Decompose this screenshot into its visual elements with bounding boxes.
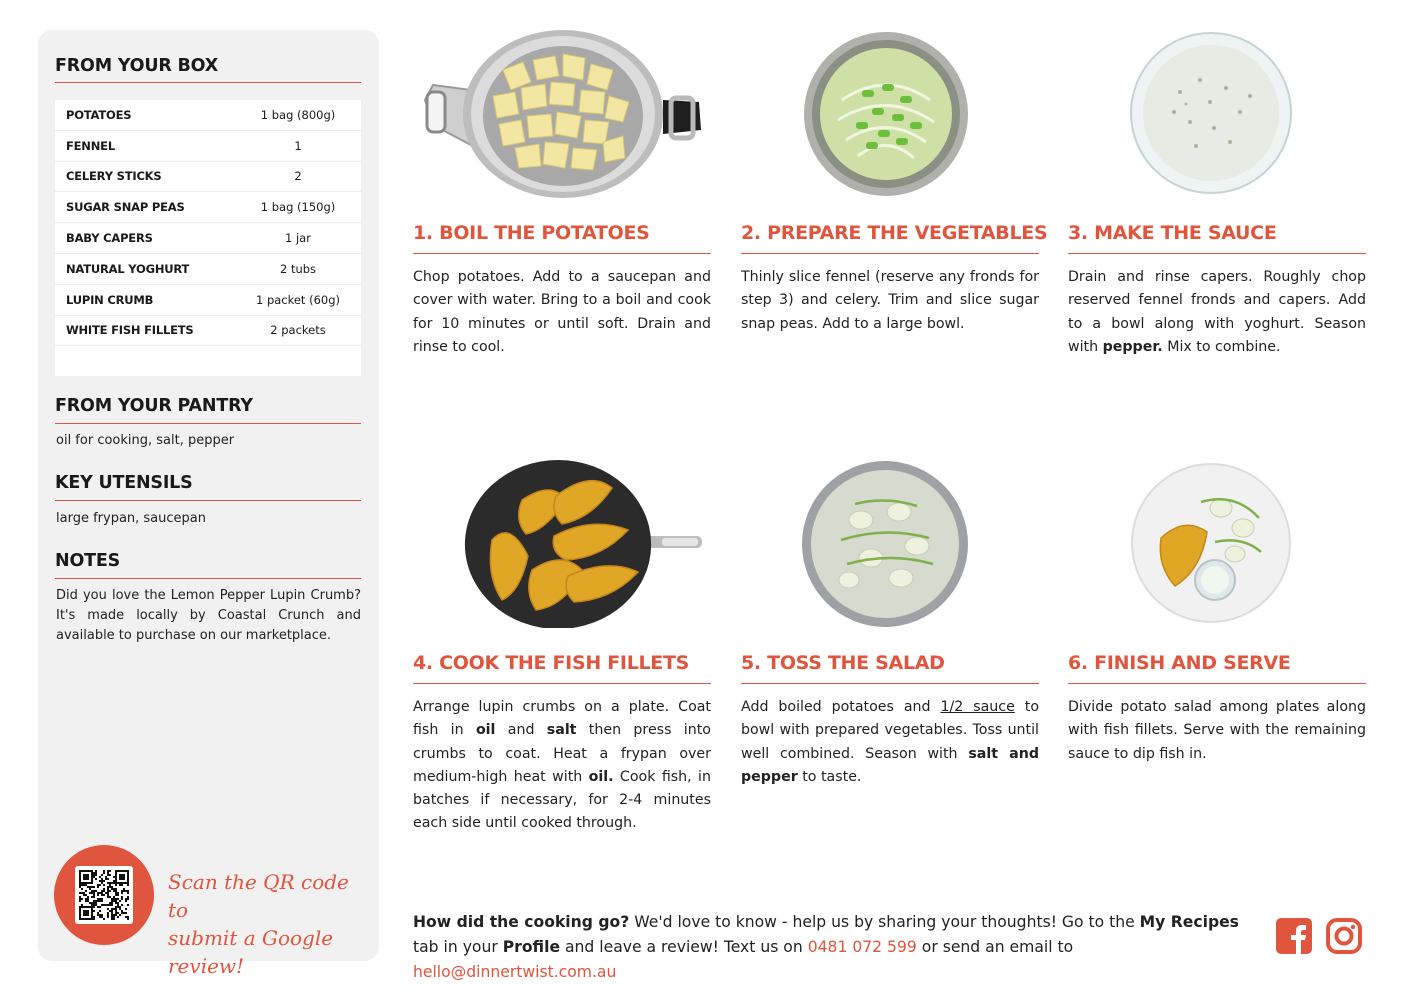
key-utensils-title: KEY UTENSILS <box>55 473 193 493</box>
ingredient-row <box>55 254 361 285</box>
text-run: Profile <box>502 938 561 956</box>
ingredient-quantity: 1 bag (150g) <box>260 200 336 215</box>
ingredient-quantity: 2 packets <box>270 323 326 338</box>
text-run: pepper. <box>1102 338 1163 355</box>
utensils-text: large frypan, saucepan <box>56 511 206 526</box>
feedback-footer <box>413 910 1263 985</box>
qr-code[interactable] <box>75 866 133 924</box>
text-run: and <box>495 722 547 739</box>
text-run: to taste. <box>797 768 862 785</box>
step-title: 1. BOIL THE POTATOES <box>413 222 650 244</box>
crumbed-fish-image <box>462 460 702 628</box>
potatoes-in-saucepan-image <box>423 30 703 198</box>
plated-fish-salad-image <box>1131 462 1291 624</box>
step-body <box>741 266 1039 336</box>
section-divider <box>55 423 361 424</box>
ingredients-panel <box>38 30 379 978</box>
text-run: oil. <box>588 768 614 785</box>
qr-review-text <box>168 868 368 980</box>
potato-salad-image <box>801 460 969 628</box>
ingredient-quantity: 1 bag (800g) <box>260 107 336 122</box>
ingredient-quantity: 1 <box>294 138 302 153</box>
text-run: to bowl with prepared vegetables. Toss until well combined. Season with <box>741 699 1040 762</box>
ingredient-name: CELERY STICKS <box>66 169 162 184</box>
text-run: oil <box>475 722 496 739</box>
step-divider <box>1068 253 1366 254</box>
ingredient-name: FENNEL <box>66 138 115 153</box>
from-your-pantry-title: FROM YOUR PANTRY <box>55 396 253 416</box>
ingredient-row <box>55 162 361 193</box>
ingredient-quantity: 2 <box>294 169 302 184</box>
ingredient-quantity: 2 tubs <box>279 261 317 276</box>
ingredient-quantity: 1 packet (60g) <box>255 292 341 307</box>
instagram-icon[interactable] <box>1325 917 1363 955</box>
text-run: Thinly slice fennel (reserve any fronds for step 3) and celery. Trim and slice sugar snap peas. Add to a large bowl. <box>741 269 1039 332</box>
step-title: 5. TOSS THE SALAD <box>741 652 945 674</box>
step-body <box>1068 266 1366 359</box>
step-title: 6. FINISH AND SERVE <box>1068 652 1291 674</box>
step-divider <box>1068 683 1366 684</box>
sliced-vegetables-image <box>802 30 970 198</box>
facebook-icon[interactable] <box>1275 917 1313 955</box>
text-run: We'd love to know - help us by sharing your thoughts! Go to the <box>629 913 1140 931</box>
text-run: Mix to combine. <box>1162 338 1281 355</box>
ingredient-row <box>55 223 361 254</box>
ingredient-row <box>55 131 361 162</box>
yoghurt-sauce-image <box>1130 32 1292 194</box>
step-divider <box>741 253 1039 254</box>
text-run: My Recipes <box>1139 913 1239 931</box>
ingredient-name: NATURAL YOGHURT <box>66 261 190 276</box>
contact-link[interactable]: 0481 072 599 <box>807 938 917 956</box>
text-run: 1/2 sauce <box>940 699 1015 715</box>
from-your-box-title: FROM YOUR BOX <box>55 56 219 76</box>
ingredient-row <box>55 316 361 347</box>
ingredient-row <box>55 192 361 223</box>
notes-title: NOTES <box>55 551 121 571</box>
qr-code-badge[interactable] <box>54 845 154 945</box>
ingredient-name: SUGAR SNAP PEAS <box>66 200 185 215</box>
ingredient-name: BABY CAPERS <box>66 231 153 246</box>
step-body <box>1068 696 1366 766</box>
ingredient-row <box>55 285 361 316</box>
step-title: 2. PREPARE THE VEGETABLES <box>741 222 1048 244</box>
notes-text: Did you love the Lemon Pepper Lupin Crumb? It's made locally by Coastal Crunch and available to purchase on our marketplace. <box>56 588 361 643</box>
text-run: Cook fish, in batches if necessary, for 2-4 minutes each side until cooked through. <box>413 768 711 832</box>
text-run: and leave a review! Text us on <box>560 938 808 956</box>
step-body <box>741 696 1039 789</box>
step-divider <box>413 683 711 684</box>
text-run: Add boiled potatoes and <box>741 699 941 715</box>
text-run: Chop potatoes. Add to a saucepan and cover with water. Bring to a boil and cook for 10 minutes or until soft. Drain and rinse to cool. <box>413 269 711 355</box>
text-run: then press into crumbs to coat. Heat a frypan over medium-high heat with <box>413 722 711 785</box>
text-run: tab in your <box>413 938 503 956</box>
step-title: 4. COOK THE FISH FILLETS <box>413 652 690 674</box>
text-run: salt and pepper <box>741 745 1039 785</box>
section-divider <box>55 578 361 579</box>
text-run: or send an email to <box>916 938 1074 956</box>
ingredients-table <box>55 100 361 376</box>
section-divider <box>55 500 361 501</box>
text-run: Divide potato salad among plates along with fish fillets. Serve with the remaining sauce to dip fish in. <box>1068 699 1366 762</box>
pantry-text: oil for cooking, salt, pepper <box>56 433 235 448</box>
ingredient-name: LUPIN CRUMB <box>66 292 154 307</box>
step-divider <box>413 253 711 254</box>
ingredient-row <box>55 100 361 131</box>
text-run: salt <box>546 722 577 739</box>
text-run: Drain and rinse capers. Roughly chop reserved fennel fronds and capers. Add to a bowl along with yoghurt. Season with <box>1068 269 1366 355</box>
text-run: How did the cooking go? <box>413 913 630 931</box>
text-run: Arrange lupin crumbs on a plate. Coat fish in <box>413 699 711 739</box>
ingredient-quantity: 1 jar <box>285 231 311 246</box>
ingredient-name: POTATOES <box>66 107 132 122</box>
contact-link[interactable]: hello@dinnertwist.com.au <box>413 963 617 981</box>
step-title: 3. MAKE THE SAUCE <box>1068 222 1277 244</box>
section-divider <box>55 82 361 83</box>
step-body <box>413 266 711 359</box>
qr-text-line1: Scan the QR code to <box>168 870 349 922</box>
ingredient-name: WHITE FISH FILLETS <box>66 323 194 338</box>
qr-text-line2: submit a Google review! <box>168 926 334 978</box>
step-body <box>413 696 711 836</box>
step-divider <box>741 683 1039 684</box>
